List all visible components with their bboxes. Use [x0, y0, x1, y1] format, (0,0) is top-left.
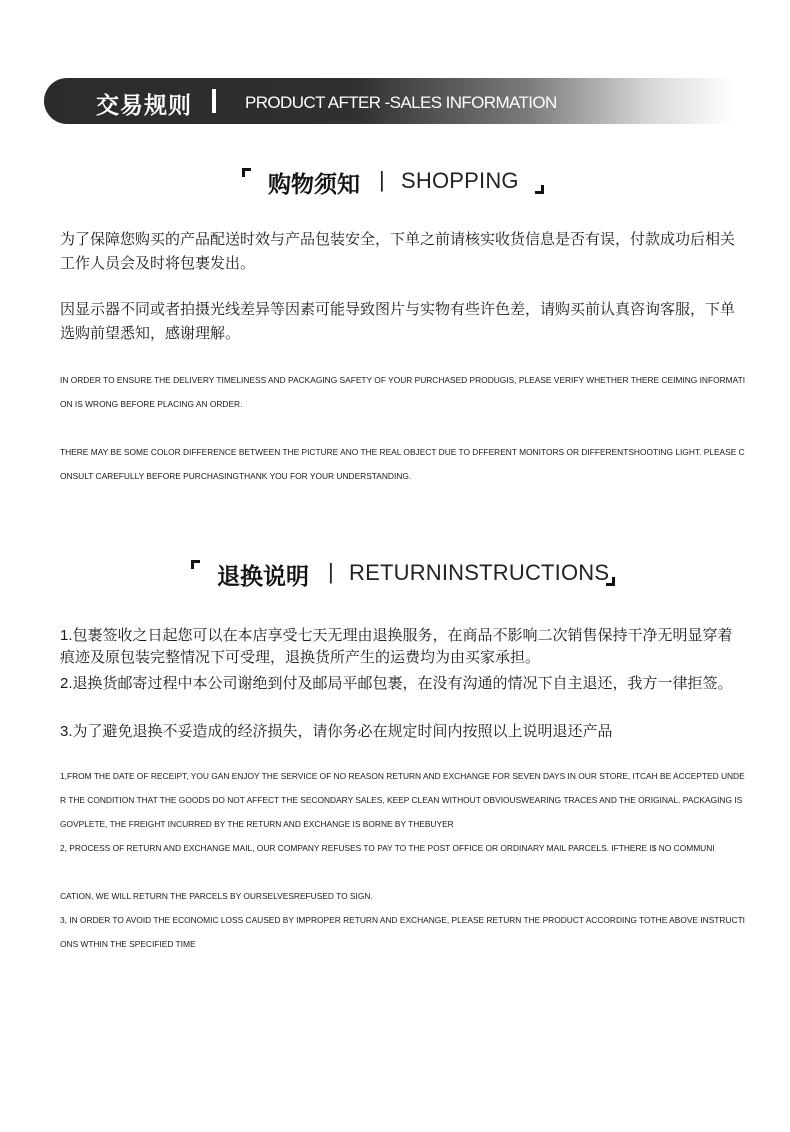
returns-title-en: RETURNINSTRUCTIONS — [349, 560, 610, 585]
corner-bracket-bottom-right — [606, 577, 615, 586]
returns-item-cn-3: 3.为了避免退换不妥造成的经济损失，请你务必在规定时间内按照以上说明退还产品 — [60, 723, 613, 740]
returns-item-en-1: 1,FROM THE DATE OF RECEIPT, YOU GAN ENJOY THE SERVICE OF NO REASON RETURN AND EXCHANGE FOR SEVEN DAYS IN OUR STORE, ITCAH BE ACCEPTED UNDER THE CONDITION THAT THE GOODS DO NOT AFFECT THE SECONDARY SALES, KEEP CLEAN WITHOUT OBVIOUSWEARING TRACES AND THE ORIGINAL. PACKAGING IS GOVPLETE, THE FREIGHT INCURRED BY THE RETURN AND EXCHANGE IS BORNE BY THEBUYER — [60, 771, 745, 829]
shopping-title-en: SHOPPING — [401, 168, 519, 193]
banner-title-cn: 交易规则 — [96, 92, 192, 118]
shopping-title-cn: 购物须知 — [268, 171, 360, 197]
banner-divider — [212, 89, 216, 113]
shopping-paragraph-en-1: IN ORDER TO ENSURE THE DELIVERY TIMELINESS AND PACKAGING SAFETY OF YOUR PURCHASED PRODUGIS, PLEASE VERIFY WHETHER THERE CEIMING INFORMATION IS WRONG BEFORE PLACING AN ORDER. — [60, 375, 746, 409]
shopping-paragraph-cn-2: 因显示器不同或者拍摄光线差异等因素可能导致图片与实物有些许色差，请购买前认真咨询客服，下单选购前望悉知，感谢理解。 — [60, 301, 736, 342]
returns-item-cn-1: 1.包裹签收之日起您可以在本店享受七天无理由退换服务，在商品不影响二次销售保持干净无明显穿着痕迹及原包装完整情况下可受理，退换货所产生的运费均为由买家承担。 — [60, 627, 733, 666]
corner-bracket-top-left — [191, 560, 200, 569]
shopping-paragraph-en-2: THERE MAY BE SOME COLOR DIFFERENCE BETWEEN THE PICTURE ANO THE REAL OBJECT DUE TO DFFERENT MONITORS OR DIFFERENTSHOOTING LIGHT. PLEASE CONSULT CAREFULLY BEFORE PURCHASINGTHANK YOU FOR YOUR UNDERSTANDING. — [60, 447, 745, 481]
banner-title-en: PRODUCT AFTER -SALES INFORMATION — [245, 93, 557, 112]
returns-title-separator: | — [328, 559, 334, 584]
returns-item-en-2b: CATION, WE WILL RETURN THE PARCELS BY OURSELVESREFUSED TO SIGN. — [60, 891, 373, 901]
shopping-paragraph-cn-1: 为了保障您购买的产品配送时效与产品包装安全，下单之前请核实收货信息是否有误，付款成功后相关工作人员会及时将包裹发出。 — [60, 231, 736, 272]
shopping-title-separator: | — [379, 167, 385, 192]
returns-title-cn: 退换说明 — [217, 563, 309, 589]
corner-bracket-bottom-right — [535, 185, 544, 194]
returns-item-cn-2: 2.退换货邮寄过程中本公司谢绝到付及邮局平邮包裹，在没有沟通的情况下自主退还，我方一律拒签。 — [60, 675, 733, 692]
corner-bracket-top-left — [242, 168, 251, 177]
returns-item-en-3: 3, IN ORDER TO AVOID THE ECONOMIC LOSS CAUSED BY IMPROPER RETURN AND EXCHANGE, PLEASE RETURN THE PRODUCT ACCORDING TOTHE ABOVE INSTRUCTIONS WTHIN THE SPECIFIED TIME — [60, 915, 746, 949]
returns-item-en-2a: 2, PROCESS OF RETURN AND EXCHANGE MAIL, OUR COMPANY REFUSES TO PAY TO THE POST OFFICE OR ORDINARY MAIL PARCELS. IFTHERE I$ NO COMMUNI — [60, 843, 715, 853]
